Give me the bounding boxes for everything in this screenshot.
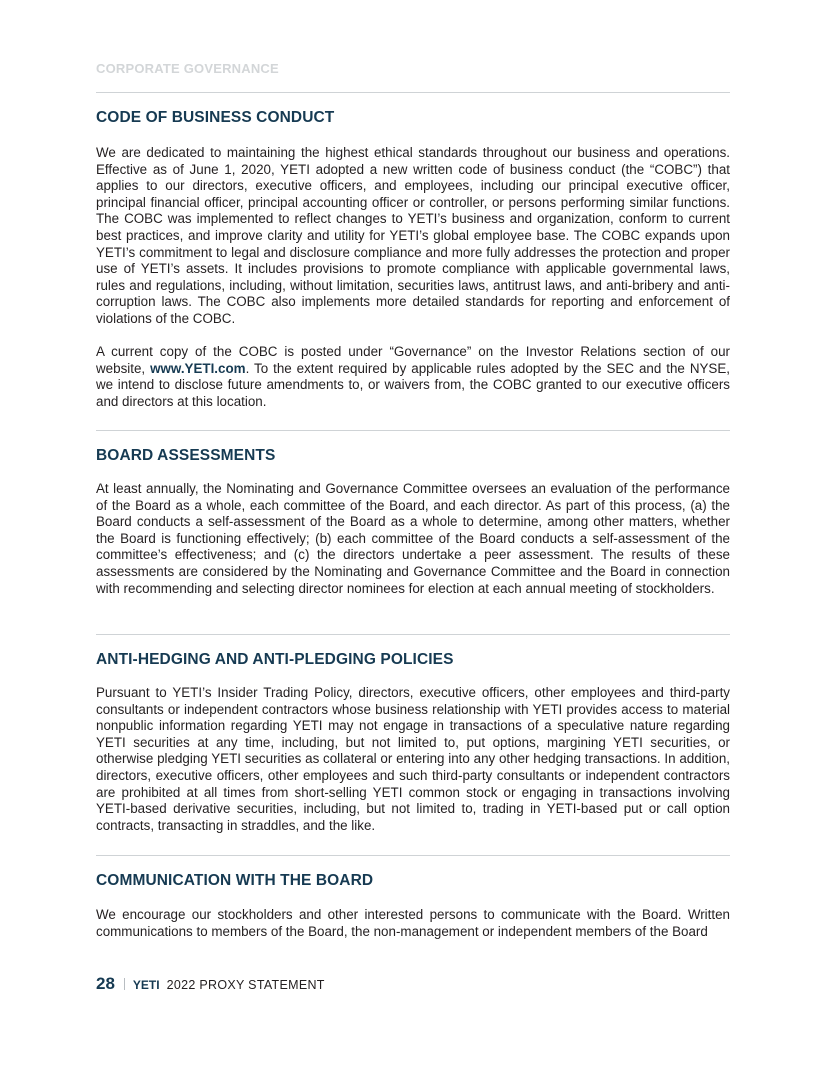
section-heading-code-of-business-conduct: CODE OF BUSINESS CONDUCT [96, 109, 335, 126]
paragraph-cobc-overview: We are dedicated to maintaining the highest ethical standards throughout our business and operations. Effective as of June 1, 2020, YETI adopted a new written code of business conduct (the “COBC”) that applies to our directors, executive officers, and employees, including our principal executive officer, principal financial officer, principal accounting officer or controller, or persons performing similar functions. The COBC was implemented to reflect changes to YETI’s business and organization, conform to current best practices, and improve clarity and utility for YETI’s global employee base. The COBC expands upon YETI’s commitment to legal and disclosure compliance and more fully addresses the protection and proper use of YETI’s assets. It includes provisions to promote compliance with applicable governmental laws, rules and regulations, including, without limitation, securities laws, antitrust laws, and anti-bribery and anti-corruption laws. The COBC also implements more detailed standards for reporting and enforcement of violations of the COBC. [96, 145, 730, 326]
section-divider [96, 855, 730, 856]
footer-separator [124, 978, 125, 990]
running-head: CORPORATE GOVERNANCE [96, 61, 279, 76]
page-number: 28 [96, 974, 115, 993]
section-divider [96, 430, 730, 431]
section-heading-communication-with-board: COMMUNICATION WITH THE BOARD [96, 872, 374, 889]
section-heading-board-assessments: BOARD ASSESSMENTS [96, 447, 276, 464]
section-divider [96, 92, 730, 93]
cobc-text-after-link: . To the extent required by applicable rules adopted by the SEC and the NYSE, we intend to disclose future amendments to, or waivers from, the COBC granted to our executive officers and directors at this location. [96, 360, 731, 409]
cobc-text-before-link: A current copy of the COBC is posted under “Governance” on the Investor Relations section of our website, [96, 344, 730, 376]
page-footer [96, 974, 325, 994]
paragraph-cobc-availability [96, 344, 730, 410]
paragraph-board-assessments: At least annually, the Nominating and Governance Committee oversees an evaluation of the performance of the Board as a whole, each committee of the Board, and each director. As part of this process, (a) the Board conducts a self-assessment of the Board as a whole to determine, among other matters, whether the Board is functioning effectively; (b) each committee of the Board conducts a self-assessment of the committee’s effectiveness; and (c) the directors undertake a peer assessment. The results of these assessments are considered by the Nominating and Governance Committee and the Board in connection with recommending and selecting director nominees for election at each annual meeting of stockholders. [96, 481, 730, 596]
paragraph-communication-with-board: We encourage our stockholders and other interested persons to communicate with the Board. Written communications to members of the Board, the non-management or independent members of the Board [96, 907, 730, 939]
section-divider [96, 634, 730, 635]
paragraph-anti-hedging: Pursuant to YETI’s Insider Trading Policy, directors, executive officers, other employees and third-party consultants or independent contractors whose business relationship with YETI provides access to material nonpublic information regarding YETI may not engage in transactions of a speculative nature regarding YETI securities at any time, including, but not limited to, put options, margining YETI securities, or otherwise pledging YETI securities as collateral or entering into any other hedging transactions. In addition, directors, executive officers, other employees and such third-party consultants or independent contractors are prohibited at all times from short-selling YETI common stock or engaging in transactions involving YETI-based derivative securities, including, but not limited to, trading in YETI-based put or call option contracts, transacting in straddles, and the like. [96, 685, 730, 833]
footer-document-title: 2022 PROXY STATEMENT [166, 978, 325, 992]
yeti-website-link[interactable]: www.YETI.com [150, 360, 246, 376]
footer-brand: YETI [132, 978, 160, 992]
section-heading-anti-hedging: ANTI-HEDGING AND ANTI-PLEDGING POLICIES [96, 651, 454, 668]
